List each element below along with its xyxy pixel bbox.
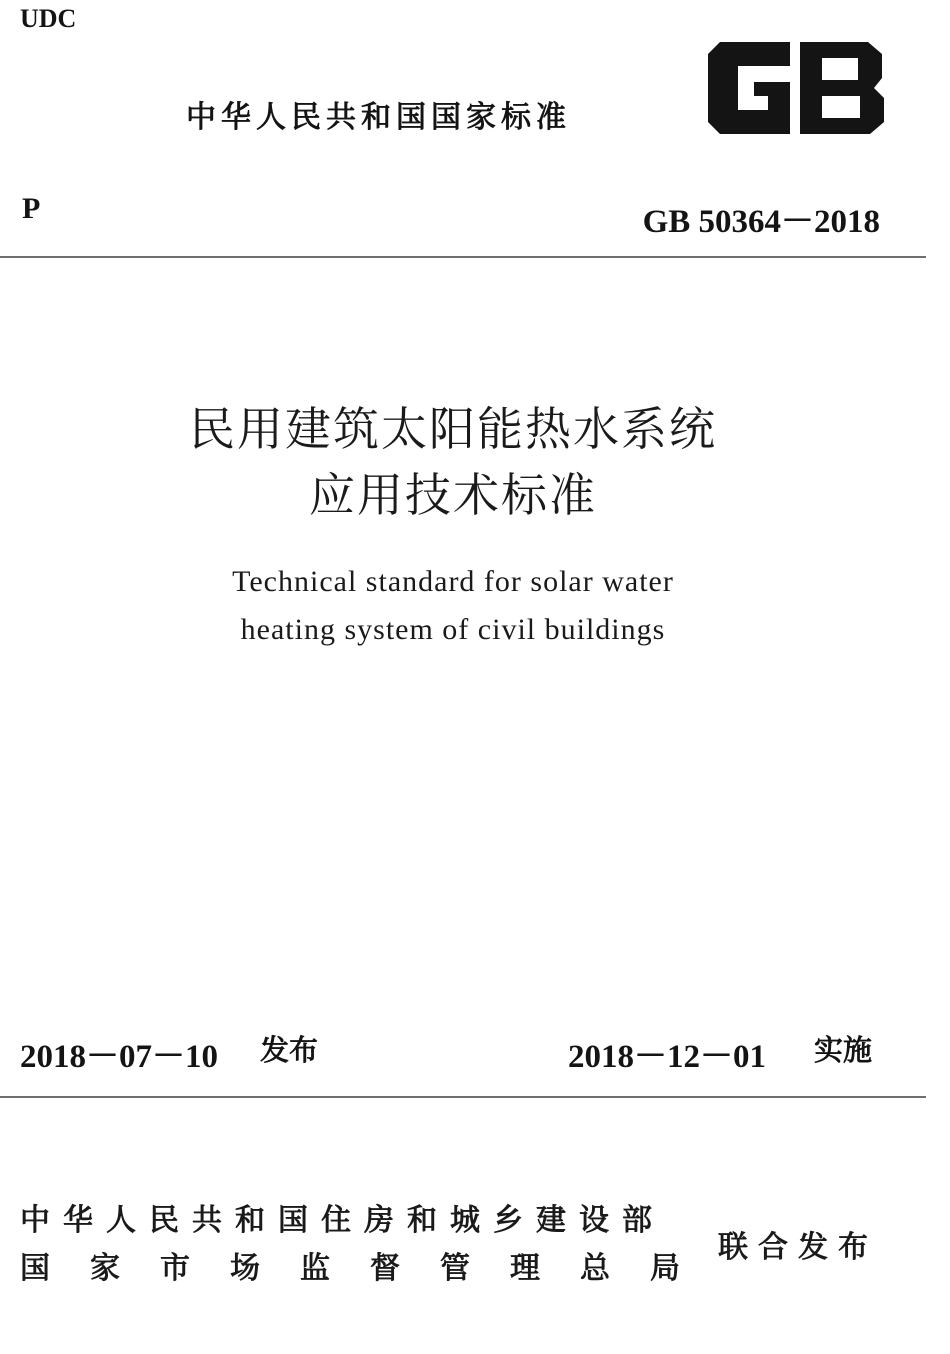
issue-date: 2018－07－10 [20, 1039, 218, 1075]
category-letter: P [22, 192, 41, 225]
gb-logo [708, 42, 884, 134]
top-divider [0, 256, 926, 258]
english-title-line-1: Technical standard for solar water [232, 565, 674, 598]
english-title [0, 558, 906, 654]
joint-issue-label: 联合发布 [718, 1230, 878, 1265]
national-standard-title: 中华人民共和国国家标准 [186, 100, 571, 135]
english-title-line-2: heating system of civil buildings [240, 613, 666, 646]
udc-label: UDC [20, 4, 77, 33]
chinese-title [0, 396, 906, 528]
issuer-ministry: 中华人民共和国住房和城乡建设部 [20, 1203, 665, 1238]
implementation-label: 实施 [814, 1033, 873, 1067]
bottom-divider [0, 1096, 926, 1098]
title-block [0, 396, 906, 654]
chinese-title-line-2: 应用技术标准 [309, 468, 597, 522]
chinese-title-line-1: 民用建筑太阳能热水系统 [189, 402, 717, 456]
implementation-date: 2018－12－01 [568, 1039, 766, 1075]
issue-label: 发布 [260, 1033, 319, 1067]
issuer-administration: 国家市场监督管理总局 [20, 1251, 720, 1286]
standard-number: GB 50364－2018 [642, 204, 880, 240]
gb-logo-text: GB [708, 42, 710, 43]
